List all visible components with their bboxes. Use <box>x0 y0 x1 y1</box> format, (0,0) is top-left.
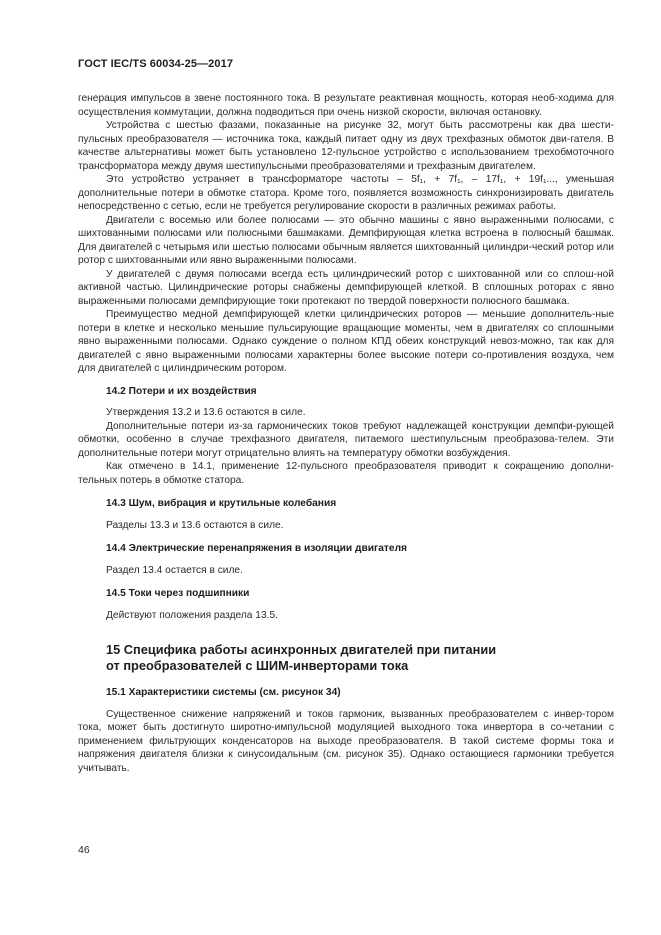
paragraph: Устройства с шестью фазами, показанные на рисунке 32, могут быть рассмотрены как два шести-пульсных преобразователя — источника тока, каждый питает одну из двух трехфазных обмоток дви-гателя. В качестве альтернативы может быть установлено 12-пульсное устройство с использованием трехобмоточного трансформатора между двумя шестипульсными преобразователями и трехфазным двигателем. <box>78 120 614 172</box>
paragraph: Утверждения 13.2 и 13.6 остаются в силе. <box>106 407 306 418</box>
section-heading-15-line1: 15 Специфика работы асинхронных двигателей при питании <box>106 642 497 657</box>
page-header: ГОСТ IEC/TS 60034-25—2017 <box>78 58 234 70</box>
section-heading-14-2: 14.2 Потери и их воздействия <box>106 385 257 397</box>
paragraph: Двигатели с восемью или более полюсами — это обычно машины с явно выраженными полюсами, с шихтованными полюсами или полюсными башмаками. Демпфирующая клетка встроена в полюсный башмак. Для двигателей с четырьмя или шестью полюсами обычным является шихтованный цилиндри-ческий ротор или ротор с шихтованными или явно выраженными полюсами. <box>78 214 614 266</box>
paragraph: генерация импульсов в звене постоянного тока. В результате реактивная мощность, которая необ-ходима для осуществления коммутации, должна подводиться при очень низкой скорости, включая остановку. <box>78 93 614 118</box>
section-heading-14-4: 14.4 Электрические перенапряжения в изоляции двигателя <box>106 543 407 554</box>
paragraph: Это устройство устраняет в трансформаторе частоты – 5f₁, + 7f₁, – 17f₁, + 19f₁..., уменьшая дополнительные потери в обмотке статора. Кроме того, появляется возможность синхронизировать двигатель непосредственно с сетью, если не требуется регулирование скорости в различных режимах работы. <box>78 174 614 212</box>
document-body <box>78 92 614 775</box>
paragraph: Разделы 13.3 и 13.6 остаются в силе. <box>106 519 284 531</box>
paragraph: У двигателей с двумя полюсами всегда есть цилиндрический ротор с шихтованной или со сплош-ной активной частью. Цилиндрические роторы снабжены демпфирующей клеткой. В сплошных роторах с явно выраженными полюсами демпфирующие токи протекают по твердой поверхности полюсного башмака. <box>78 268 614 307</box>
paragraph: Существенное снижение напряжений и токов гармоник, вызванных преобразователем с инвер-тором тока, может быть достигнуто широтно-импульсной модуляцией выходного тока инвертора в со-четании с применением фильтрующих конденсаторов на выходе преобразователя. В такой системе формы тока и напряжения двигателя близки к синусоидальным (см. рисунок 35). Однако остающиеся гармоники требуется учитывать. <box>78 708 614 774</box>
paragraph: Преимущество медной демпфирующей клетки цилиндрических роторов — меньшие дополнитель-ные потери в клетке и несколько меньшие пульсирующие вращающие моменты, чем в двигателях со сплошными явно выраженными полюсами. Однако суждение о полном КПД обеих конструкций невоз-можно, так как для двигателей с явно выраженными полюсами характерны более высокие потери со-противления воздуха, чем для двигателей с цилиндрическим ротором. <box>78 309 614 374</box>
section-heading-15-line2: от преобразователей с ШИМ-инверторами тока <box>106 658 409 673</box>
paragraph: Дополнительные потери из-за гармонических токов требуют надлежащей конструкции демпфи-рующей обмотки, особенно в случае трехфазного двигателя, питаемого шестипульсным преобразова-телем. Эти дополнительные потери могут отрицательно влиять на температуру обмотки возбуждения. <box>78 420 614 459</box>
section-heading-15 <box>106 642 614 674</box>
section-heading-14-5: 14.5 Токи через подшипники <box>106 588 250 599</box>
paragraph: Действуют положения раздела 13.5. <box>106 609 278 621</box>
section-heading-15-1: 15.1 Характеристики системы (см. рисунок 34) <box>106 687 341 698</box>
section-heading-14-3: 14.3 Шум, вибрация и крутильные колебания <box>106 498 337 509</box>
page-number: 46 <box>78 844 90 856</box>
paragraph: Раздел 13.4 остается в силе. <box>106 564 243 576</box>
paragraph: Как отмечено в 14.1, применение 12-пульсного преобразователя приводит к сокращению дополни-тельных потерь в обмотке статора. <box>78 461 614 486</box>
